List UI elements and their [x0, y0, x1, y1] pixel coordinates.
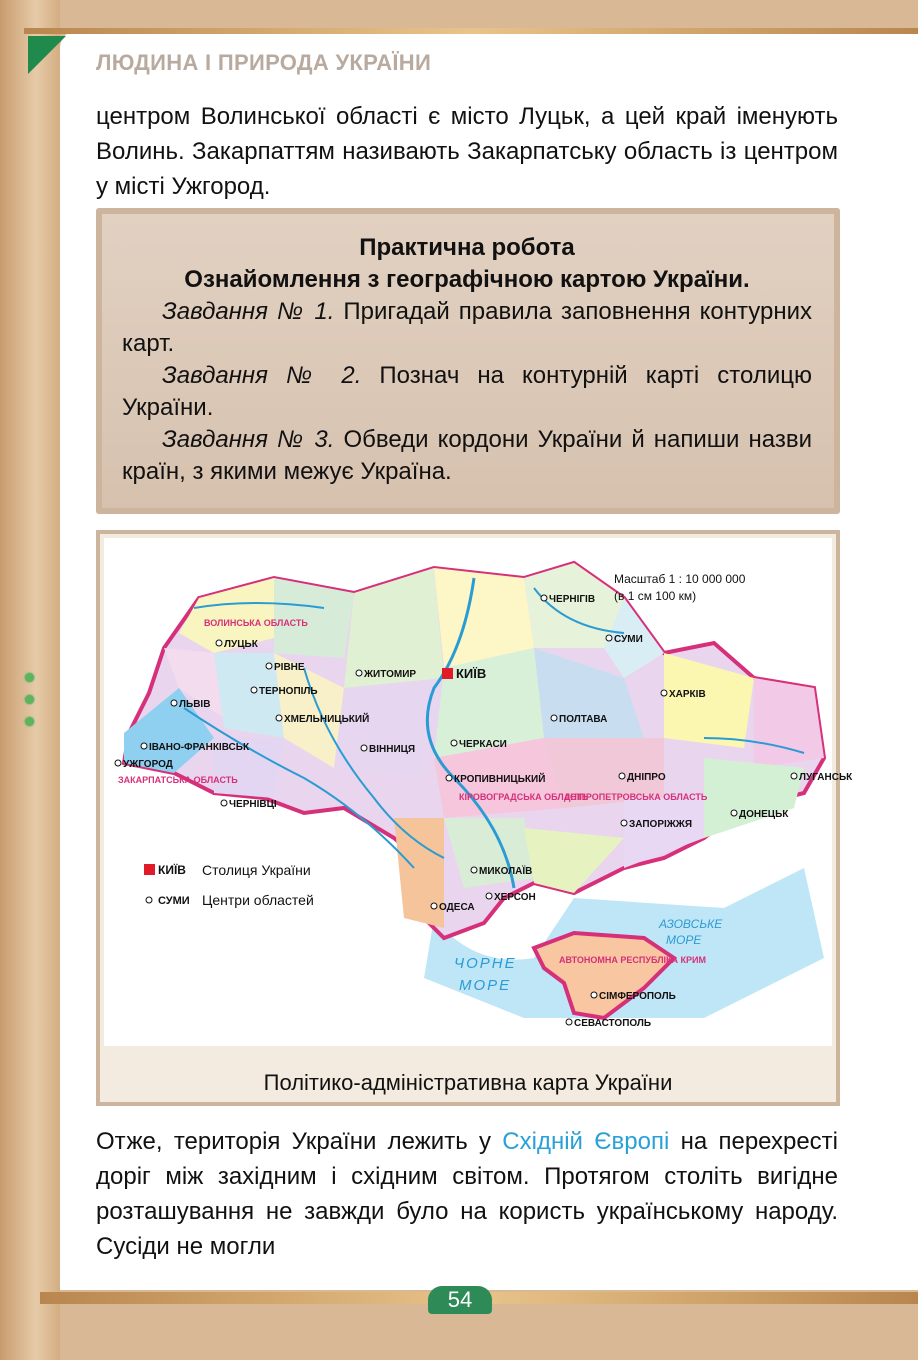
page-header: ЛЮДИНА І ПРИРОДА УКРАЇНИ [96, 50, 432, 75]
city-label: СУМИ [614, 634, 643, 645]
city-label: РІВНЕ [274, 662, 305, 673]
city-label: ХМЕЛЬНИЦЬКИЙ [284, 714, 370, 725]
city-label: КРОПИВНИЦЬКИЙ [454, 774, 546, 785]
city-marker-icon [216, 640, 222, 646]
legend-capital-icon [144, 864, 155, 875]
city-marker-icon [141, 743, 147, 749]
city-marker-icon [591, 992, 597, 998]
capital-marker-icon [442, 668, 453, 679]
map-figure [96, 530, 853, 1106]
corner-triangle-icon [28, 36, 66, 74]
page-number-badge [418, 1280, 502, 1320]
city-label: ЧЕРНІВЦІ [229, 799, 277, 810]
city-marker-icon [266, 663, 272, 669]
dot-icon [25, 717, 34, 726]
city-marker-icon [171, 700, 177, 706]
intro-paragraph: центром Волинської області є місто Луцьк, а цей край іменують Волинь. Закарпаттям називають Закарпатську область із центром у місті Ужгород. [96, 103, 838, 200]
region-donetsk [704, 758, 804, 838]
legend-center-icon [146, 897, 152, 903]
city-marker-icon [621, 820, 627, 826]
region-label: ЗАКАРПАТСЬКА ОБЛАСТЬ [118, 775, 238, 785]
city-label: ТЕРНОПІЛЬ [259, 686, 318, 697]
city-marker-icon [251, 687, 257, 693]
task-2 [122, 360, 812, 424]
page-number: 54 [428, 1286, 492, 1314]
top-gold-band [24, 28, 918, 34]
city-marker-icon [471, 867, 477, 873]
city-label: ЛУГАНСЬК [799, 772, 853, 783]
city-label: ВІННИЦЯ [369, 744, 416, 755]
city-label: ЧЕРНІГІВ [549, 594, 596, 605]
region-odesa [394, 818, 444, 928]
sea-label: МОРЕ [459, 977, 512, 994]
city-label: МИКОЛАЇВ [479, 866, 533, 877]
city-marker-icon [115, 760, 121, 766]
city-marker-icon [431, 903, 437, 909]
task-label: Завдання № 1. [162, 298, 335, 325]
city-label: ЛЬВІВ [179, 699, 211, 710]
map-scale: Масштаб 1 : 10 000 000 [614, 572, 746, 586]
city-marker-icon [661, 690, 667, 696]
city-label: ЖИТОМИР [364, 669, 417, 680]
city-marker-icon [566, 1019, 572, 1025]
city-label: ДОНЕЦЬК [739, 809, 789, 820]
dot-icon [25, 695, 34, 704]
city-label: СЕВАСТОПОЛЬ [574, 1018, 652, 1029]
city-label: ХЕРСОН [494, 892, 536, 903]
task-label: Завдання № 3. [162, 426, 335, 453]
city-label: УЖГОРОД [123, 759, 173, 770]
legend-capital-label: Столиця України [202, 862, 311, 878]
outro-paragraph [96, 1124, 838, 1264]
city-label: ЧЕРКАСИ [459, 739, 507, 750]
city-marker-icon [551, 715, 557, 721]
side-dots [25, 673, 34, 739]
city-label: ЗАПОРІЖЖЯ [629, 819, 693, 830]
legend-center-code: СУМИ [158, 895, 190, 907]
practical-title: Практична робота [359, 234, 575, 261]
city-marker-icon [486, 893, 492, 899]
map-scale-note: (в 1 см 100 км) [614, 589, 697, 603]
city-marker-icon [731, 810, 737, 816]
city-marker-icon [356, 670, 362, 676]
outro-after: на перехресті доріг між західним і східним світом. Протягом століть вигідне розташування не завжди було на користь українському народу. Сусіди не могли [96, 1128, 838, 1260]
map-caption: Політико-адміністративна карта України [263, 1070, 673, 1095]
task-label: Завдання № 2. [162, 362, 362, 389]
capital-label: КИЇВ [456, 666, 487, 681]
city-marker-icon [541, 595, 547, 601]
task-3 [122, 424, 812, 488]
legend-center-label: Центри областей [202, 892, 314, 908]
legend-capital-code: КИЇВ [158, 863, 186, 877]
city-marker-icon [361, 745, 367, 751]
sea-label: МОРЕ [666, 933, 702, 947]
map-panel [104, 538, 853, 1046]
region-label: ВОЛИНСЬКА ОБЛАСТЬ [204, 618, 308, 628]
practical-work-box [96, 208, 840, 514]
city-label: СІМФЕРОПОЛЬ [599, 991, 676, 1002]
city-label: ОДЕСА [439, 902, 475, 913]
city-marker-icon [606, 635, 612, 641]
region-luhansk [754, 678, 824, 768]
region-label: АВТОНОМНА РЕСПУБЛІКА КРИМ [559, 955, 707, 965]
city-label: ДНІПРО [627, 772, 666, 783]
task-text: Познач на контурній карті столицю України. [122, 362, 812, 421]
task-text: Пригадай правила заповнення контурних карт. [122, 298, 812, 357]
practical-subtitle: Ознайомлення з географічною картою України. [184, 266, 750, 293]
task-1 [122, 296, 812, 360]
city-marker-icon [619, 773, 625, 779]
city-label: ХАРКІВ [669, 689, 706, 700]
sea-label: АЗОВСЬКЕ [659, 917, 723, 931]
region-label: ДНІПРОПЕТРОВСЬКА ОБЛАСТЬ [564, 792, 708, 802]
city-label: ІВАНО-ФРАНКІВСЬК [149, 742, 250, 753]
city-marker-icon [276, 715, 282, 721]
city-marker-icon [446, 775, 452, 781]
dot-icon [25, 673, 34, 682]
city-marker-icon [791, 773, 797, 779]
ukraine-map [104, 538, 853, 1046]
sea-label: ЧОРНЕ [454, 955, 517, 972]
city-label: ЛУЦЬК [224, 639, 258, 650]
outro-before: Отже, територія України лежить у [96, 1128, 503, 1155]
city-marker-icon [451, 740, 457, 746]
city-marker-icon [221, 800, 227, 806]
region-label: КІРОВОГРАДСЬКА ОБЛАСТЬ [459, 792, 589, 802]
eastern-europe-link[interactable]: Східній Європі [502, 1128, 670, 1155]
city-label: ПОЛТАВА [559, 714, 608, 725]
task-text: Обведи кордони України й напиши назви країн, з якими межує Україна. [122, 426, 812, 485]
